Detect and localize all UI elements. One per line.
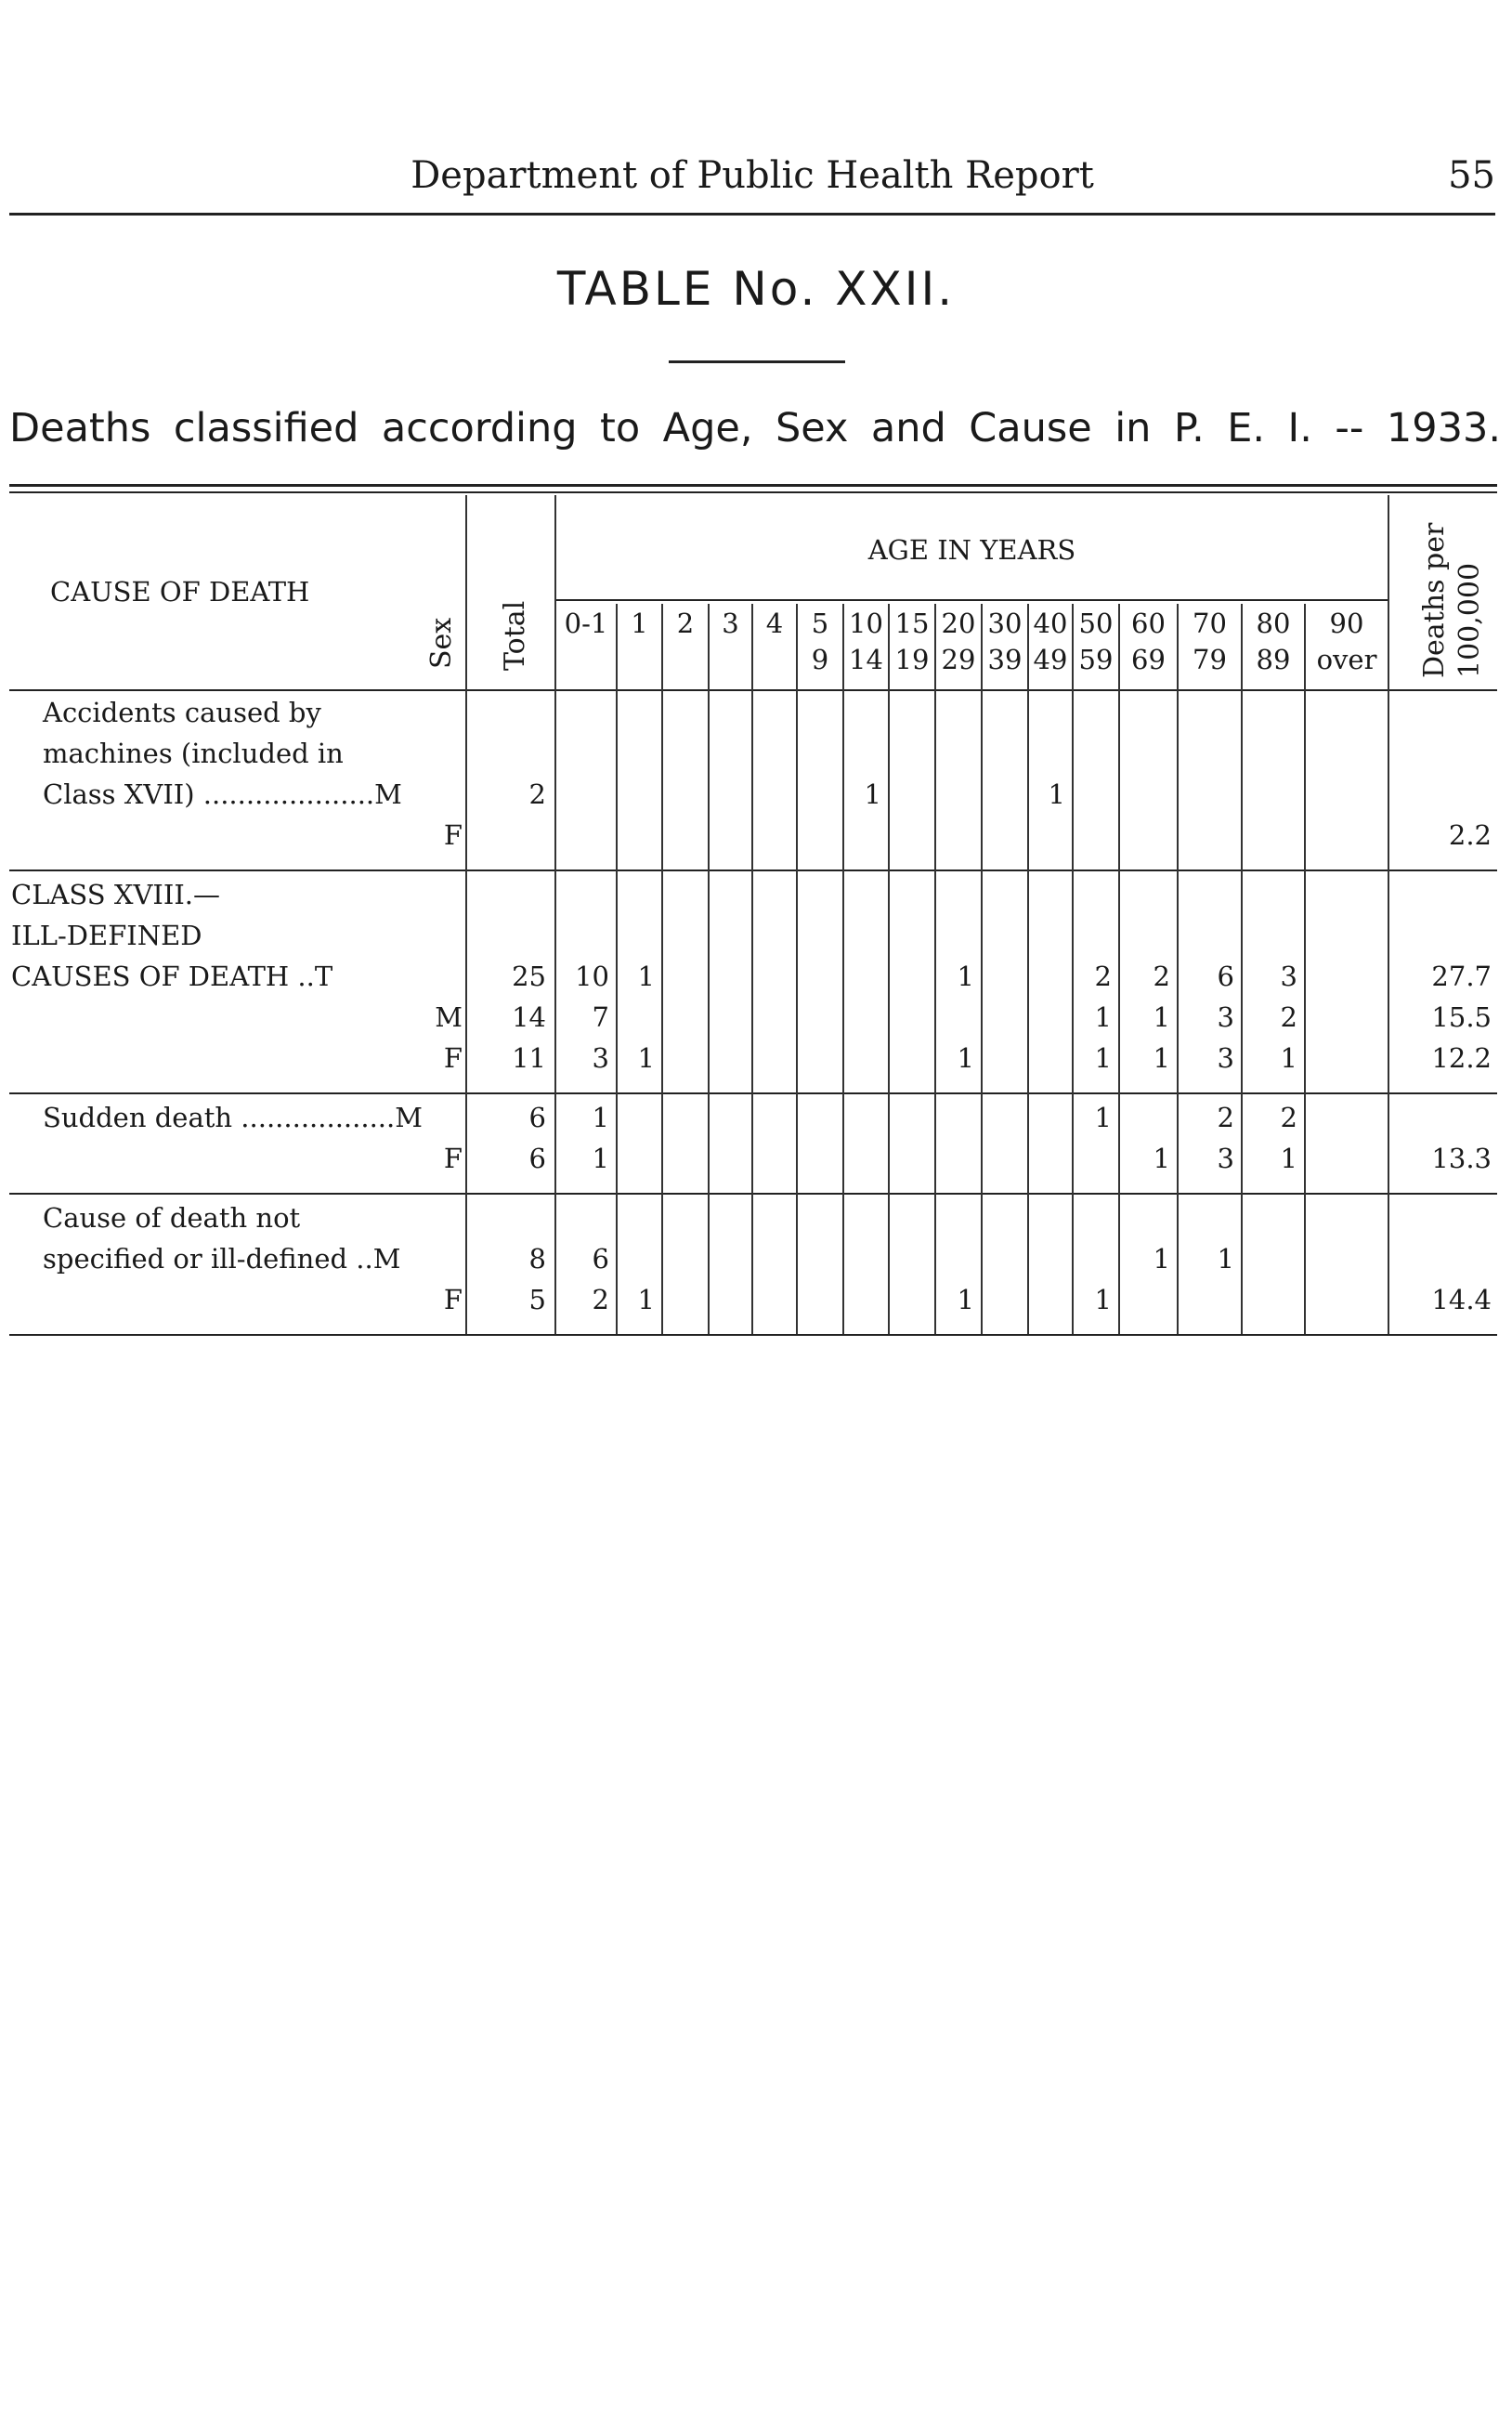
age-count-cell: 1 xyxy=(1280,1143,1297,1174)
total-cell: 8 xyxy=(528,1243,546,1275)
column-rule xyxy=(616,604,618,1334)
column-rule xyxy=(1177,604,1179,1334)
page-number: 55 xyxy=(1448,154,1495,197)
age-count-cell: 2 xyxy=(592,1284,609,1315)
column-rule xyxy=(934,604,936,1334)
column-rule xyxy=(751,604,753,1334)
age-count-cell: 7 xyxy=(592,1001,609,1033)
total-cell: 2 xyxy=(528,778,546,810)
column-header-total: Total xyxy=(499,600,531,671)
title-rule xyxy=(669,360,845,363)
age-count-cell: 3 xyxy=(592,1042,609,1074)
cause-label-line: machines (included in xyxy=(43,738,344,769)
cause-label-line: CAUSES OF DEATH ..T xyxy=(11,961,333,992)
running-head xyxy=(9,150,1495,204)
total-cell: 5 xyxy=(528,1284,546,1315)
age-group-top: 20 xyxy=(941,608,976,639)
rate-cell: 12.2 xyxy=(1431,1042,1492,1074)
age-count-cell: 1 xyxy=(1153,1143,1170,1174)
age-count-cell: 3 xyxy=(1217,1001,1234,1033)
age-group-top: 10 xyxy=(849,608,883,639)
total-cell: 14 xyxy=(512,1001,546,1033)
age-group-top: 60 xyxy=(1131,608,1166,639)
table-caption: Deaths classified according to Age, Sex and Cause in P. E. I. -- 1933. xyxy=(9,405,1501,451)
age-count-cell: 1 xyxy=(1094,1102,1112,1133)
column-header-rate-2: 100,000 xyxy=(1453,562,1486,678)
age-group-bottom: 19 xyxy=(894,644,930,675)
age-count-cell: 2 xyxy=(1280,1001,1297,1033)
section-divider-rule xyxy=(9,1334,1497,1336)
age-group-bottom: 69 xyxy=(1131,644,1166,675)
age-group-top: 30 xyxy=(987,608,1023,639)
age-count-cell: 1 xyxy=(1153,1042,1170,1074)
age-count-cell: 1 xyxy=(1094,1042,1112,1074)
age-count-cell: 1 xyxy=(1153,1243,1170,1275)
age-count-cell: 10 xyxy=(575,961,609,992)
age-group-top: 90 xyxy=(1329,608,1364,639)
age-count-cell: 1 xyxy=(1094,1001,1112,1033)
running-head-title: Department of Public Health Report xyxy=(411,154,1094,197)
cause-label-line: Cause of death not xyxy=(43,1202,301,1234)
age-group-top: 2 xyxy=(676,608,695,639)
age-group-bottom: over xyxy=(1316,644,1377,675)
rate-cell: 27.7 xyxy=(1431,961,1492,992)
age-group-top: 0-1 xyxy=(564,608,608,639)
column-rule xyxy=(1241,604,1243,1334)
age-group-top: 70 xyxy=(1193,608,1227,639)
age-count-cell: 2 xyxy=(1280,1102,1297,1133)
table-top-rule-2 xyxy=(9,491,1497,493)
age-count-cell: 1 xyxy=(1280,1042,1297,1074)
cause-label-line: specified or ill-defined ..M xyxy=(43,1243,401,1275)
column-rule xyxy=(661,604,663,1334)
age-count-cell: 2 xyxy=(1217,1102,1234,1133)
column-rule xyxy=(554,495,556,1334)
age-group-bottom: 39 xyxy=(987,644,1023,675)
column-rule xyxy=(1304,604,1306,1334)
age-group-top: 50 xyxy=(1078,608,1114,639)
rate-cell: 15.5 xyxy=(1431,1001,1492,1033)
age-count-cell: 3 xyxy=(1280,961,1297,992)
age-group-top: 40 xyxy=(1033,608,1068,639)
age-count-cell: 1 xyxy=(592,1102,609,1133)
total-cell: 6 xyxy=(528,1102,546,1133)
column-rule xyxy=(981,604,983,1334)
age-count-cell: 3 xyxy=(1217,1042,1234,1074)
age-count-cell: 1 xyxy=(864,778,881,810)
age-group-bottom: 59 xyxy=(1078,644,1114,675)
age-header-rule xyxy=(554,599,1389,601)
sex-cell: F xyxy=(443,1284,463,1315)
cause-label-line: Accidents caused by xyxy=(43,697,321,728)
rate-cell: 14.4 xyxy=(1431,1284,1492,1315)
age-group-top: 15 xyxy=(894,608,930,639)
table-top-rule xyxy=(9,484,1497,487)
age-group-bottom: 49 xyxy=(1033,644,1068,675)
age-count-cell: 1 xyxy=(1153,1001,1170,1033)
column-rule xyxy=(1118,604,1120,1334)
age-count-cell: 1 xyxy=(1094,1284,1112,1315)
age-group-bottom: 79 xyxy=(1193,644,1227,675)
age-count-cell: 6 xyxy=(592,1243,609,1275)
age-group-top: 5 xyxy=(811,608,829,639)
age-group-bottom: 89 xyxy=(1256,644,1291,675)
column-header-rate-1: Deaths per xyxy=(1418,522,1451,678)
rate-cell: 2.2 xyxy=(1448,819,1492,851)
age-count-cell: 1 xyxy=(957,1284,974,1315)
age-count-cell: 3 xyxy=(1217,1143,1234,1174)
cause-label-line: Sudden death ..................M xyxy=(43,1102,423,1133)
section-divider-rule xyxy=(9,870,1497,871)
age-count-cell: 2 xyxy=(1153,961,1170,992)
age-group-bottom: 14 xyxy=(849,644,883,675)
age-count-cell: 1 xyxy=(592,1143,609,1174)
total-cell: 11 xyxy=(512,1042,546,1074)
section-divider-rule xyxy=(9,1193,1497,1195)
age-group-top: 1 xyxy=(631,608,648,639)
column-rule xyxy=(796,604,798,1334)
column-rule xyxy=(465,495,467,1334)
cause-label-line: CLASS XVIII.— xyxy=(11,879,221,910)
sex-cell: M xyxy=(435,1001,463,1033)
column-rule xyxy=(708,604,710,1334)
column-rule xyxy=(842,604,844,1334)
column-rule xyxy=(1388,495,1389,1334)
age-group-top: 3 xyxy=(722,608,739,639)
age-count-cell: 1 xyxy=(637,961,655,992)
age-count-cell: 1 xyxy=(637,1284,655,1315)
age-group-top: 4 xyxy=(765,608,784,639)
column-rule xyxy=(888,604,890,1334)
age-group-top: 80 xyxy=(1256,608,1291,639)
column-header-sex: Sex xyxy=(425,617,458,669)
total-cell: 6 xyxy=(528,1143,546,1174)
age-count-cell: 6 xyxy=(1217,961,1234,992)
column-rule xyxy=(1072,604,1074,1334)
section-divider-rule xyxy=(9,1092,1497,1094)
column-rule xyxy=(1027,604,1029,1334)
sex-cell: F xyxy=(443,819,463,851)
age-count-cell: 1 xyxy=(957,1042,974,1074)
cause-label-line: ILL-DEFINED xyxy=(11,920,202,951)
age-count-cell: 1 xyxy=(1217,1243,1234,1275)
header-bottom-rule xyxy=(9,689,1497,691)
header-rule xyxy=(9,213,1495,216)
table-title: TABLE No. XXII. xyxy=(556,262,956,316)
age-count-cell: 1 xyxy=(637,1042,655,1074)
age-group-bottom: 29 xyxy=(941,644,976,675)
cause-label-line: Class XVII) ....................M xyxy=(43,778,402,810)
column-header-cause: CAUSE OF DEATH xyxy=(50,576,310,608)
total-cell: 25 xyxy=(512,961,546,992)
age-count-cell: 2 xyxy=(1094,961,1112,992)
sex-cell: F xyxy=(443,1042,463,1074)
age-count-cell: 1 xyxy=(1048,778,1065,810)
column-header-age: AGE IN YEARS xyxy=(867,534,1076,566)
rate-cell: 13.3 xyxy=(1431,1143,1492,1174)
age-group-bottom: 9 xyxy=(811,644,829,675)
age-count-cell: 1 xyxy=(957,961,974,992)
sex-cell: F xyxy=(443,1143,463,1174)
